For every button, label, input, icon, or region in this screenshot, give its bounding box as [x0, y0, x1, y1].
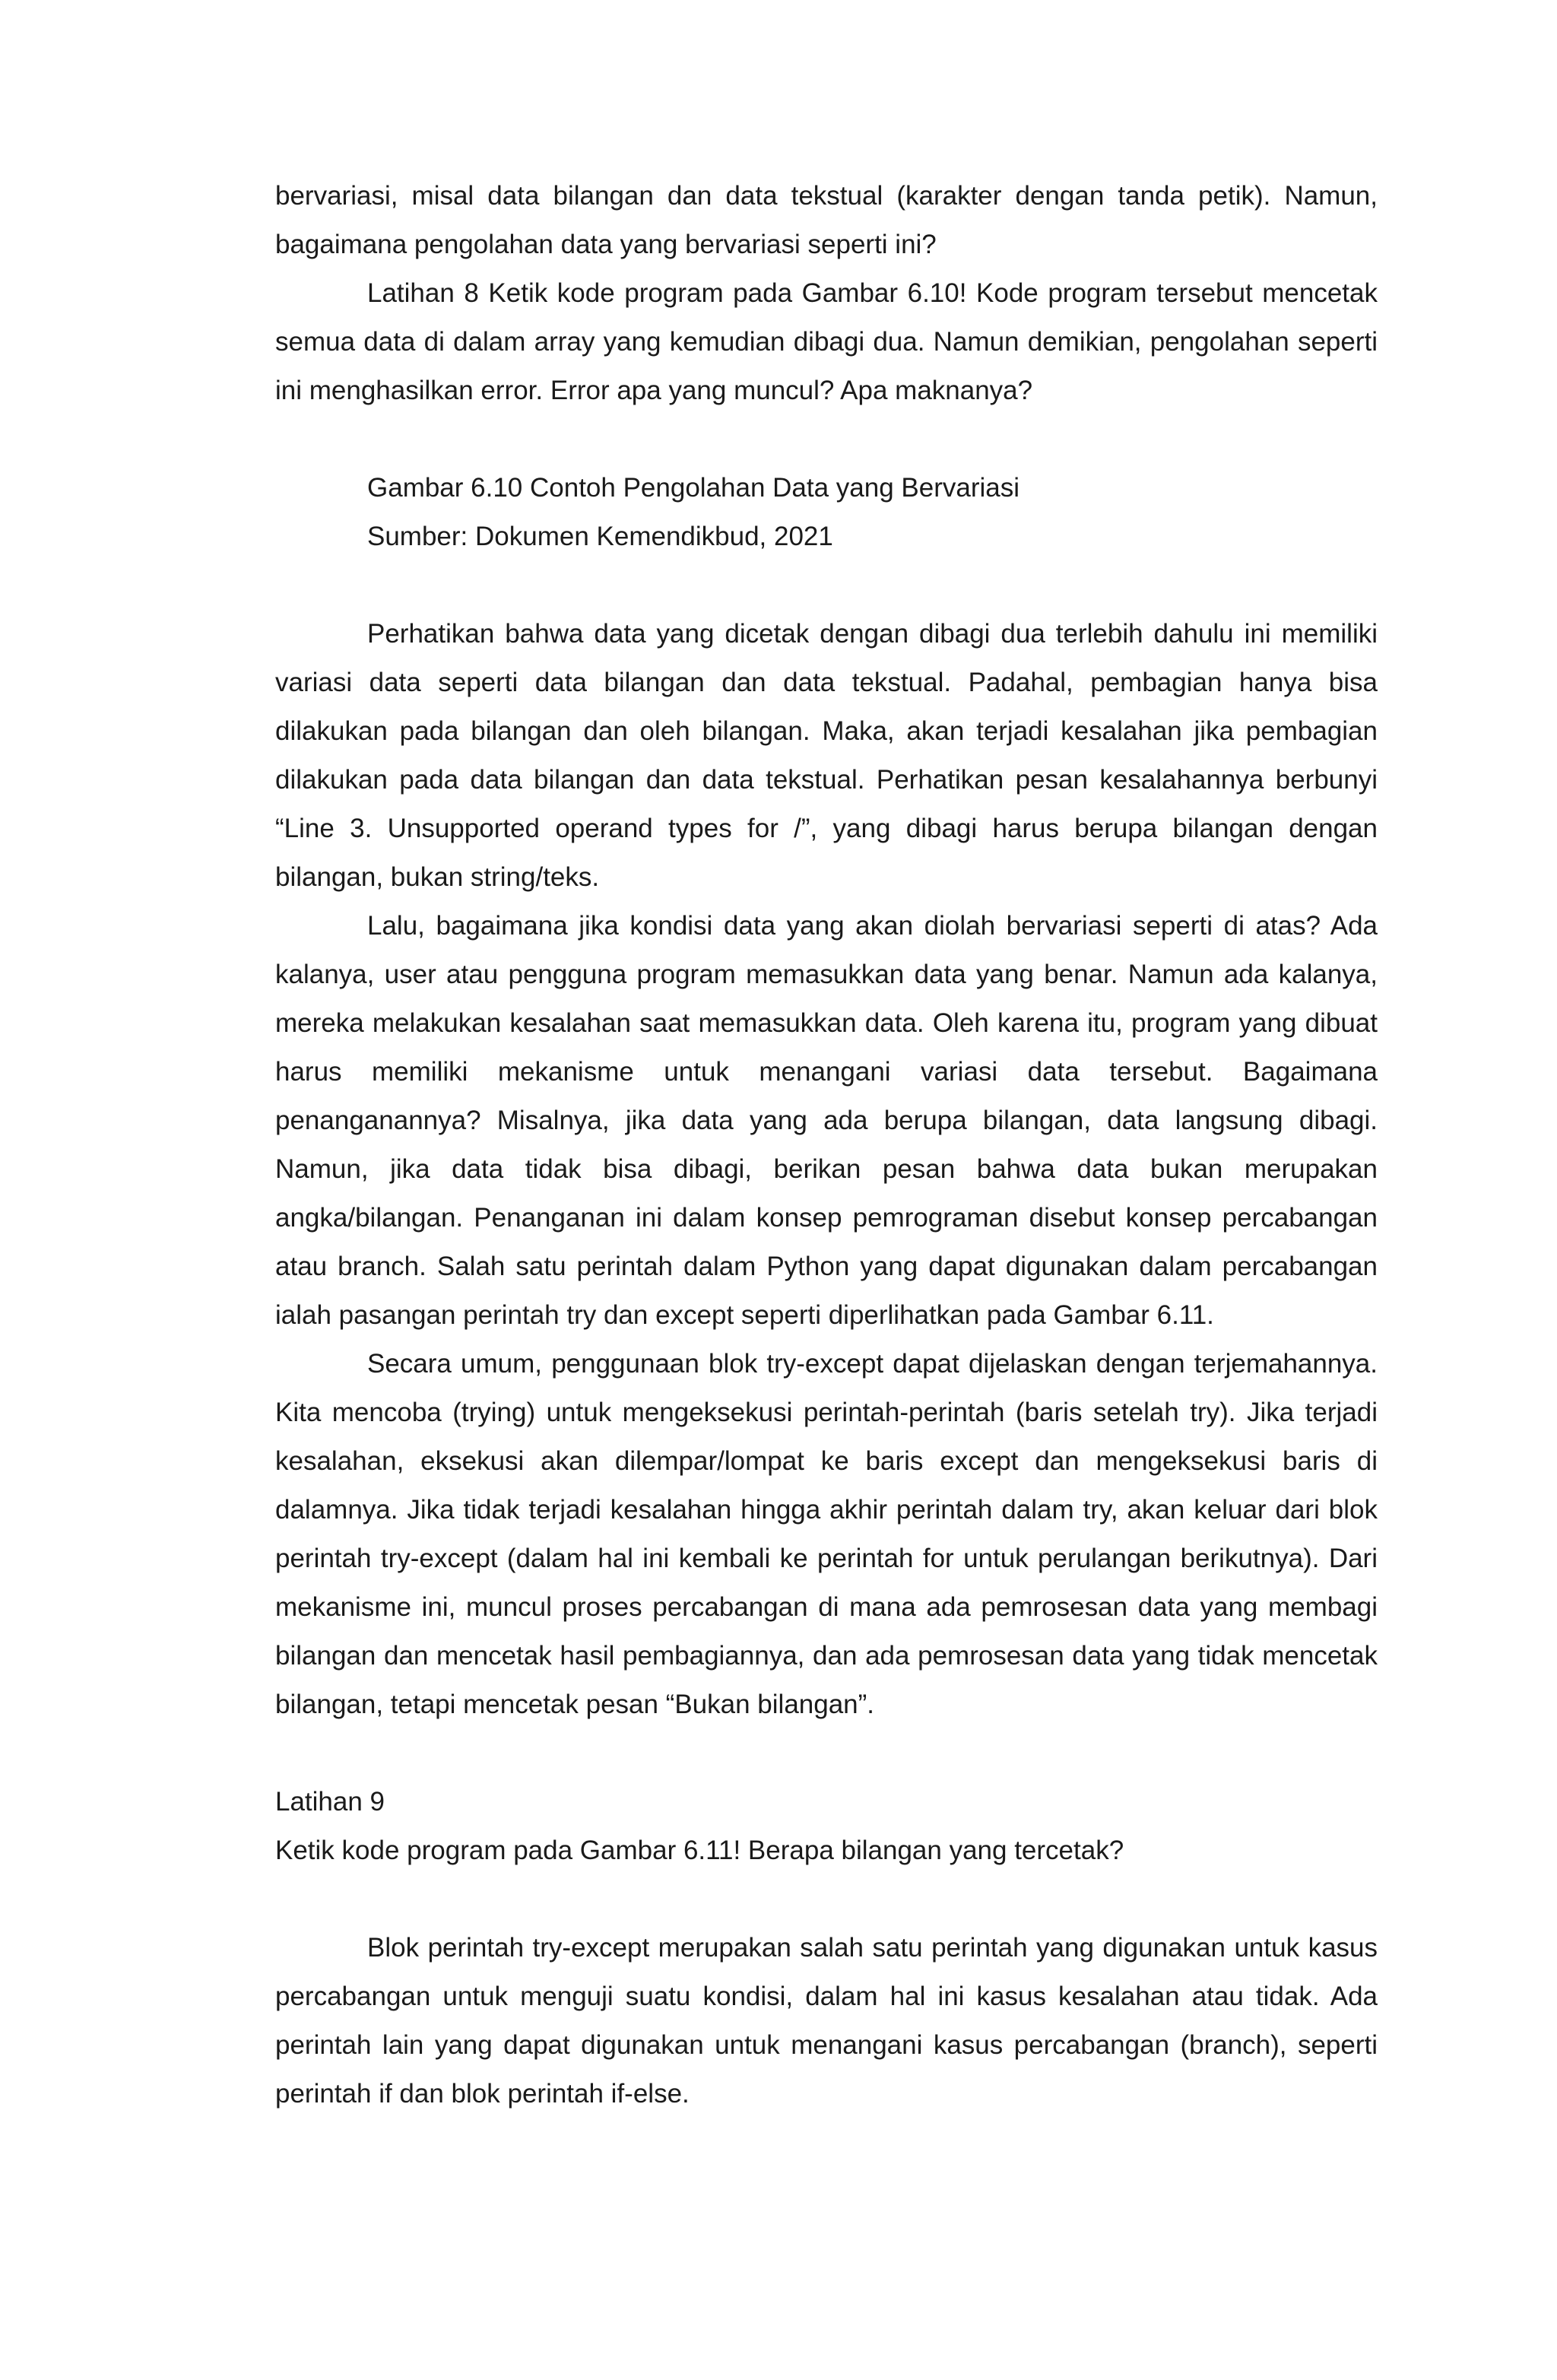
exercise-9-question: Ketik kode program pada Gambar 6.11! Berapa bilangan yang tercetak?	[275, 1836, 1124, 1865]
figure-caption-source: Sumber: Dokumen Kemendikbud, 2021	[367, 522, 833, 551]
figure-caption-title: Gambar 6.10 Contoh Pengolahan Data yang Bervariasi	[367, 473, 1020, 503]
paragraph-exercise-8: Latihan 8 Ketik kode program pada Gambar 6.10! Kode program tersebut mencetak semua data di dalam array yang kemudian dibagi dua. Namun demikian, pengolahan seperti ini menghasilkan error. Error apa yang muncul? Apa maknanya?	[275, 278, 1378, 405]
paragraph-branch-concept: Lalu, bagaimana jika kondisi data yang akan diolah bervariasi seperti di atas? Ada kalanya, user atau pengguna program memasukkan data yang benar. Namun ada kalanya, mereka melakukan kesalahan saat memasukkan data. Oleh karena itu, program yang dibuat harus memiliki mekanisme untuk menangani variasi data tersebut. Bagaimana penanganannya? Misalnya, jika data yang ada berupa bilangan, data langsung dibagi. Namun, jika data tidak bisa dibagi, berikan pesan bahwa data bukan merupakan angka/bilangan. Penanganan ini dalam konsep pemrograman disebut konsep percabangan atau branch. Salah satu perintah dalam Python yang dapat digunakan dalam percabangan ialah pasangan perintah try dan except seperti diperlihatkan pada Gambar 6.11.	[275, 911, 1378, 1330]
spacer	[275, 415, 1378, 464]
paragraph-try-except: Secara umum, penggunaan blok try-except dapat dijelaskan dengan terjemahannya. Kita mencoba (trying) untuk mengeksekusi perintah-perintah (baris setelah try). Jika terjadi kesalahan, eksekusi akan dilempar/lompat ke baris except dan mengeksekusi baris di dalamnya. Jika tidak terjadi kesalahan hingga akhir perintah dalam try, akan keluar dari blok perintah try-except (dalam hal ini kembali ke perintah for untuk perulangan berikutnya). Dari mekanisme ini, muncul proses percabangan di mana ada pemrosesan data yang membagi bilangan dan mencetak hasil pembagiannya, dan ada pemrosesan data yang tidak mencetak bilangan, tetapi mencetak pesan “Bukan bilangan”.	[275, 1349, 1378, 1719]
paragraph-if-else: Blok perintah try-except merupakan salah satu perintah yang digunakan untuk kasus percabangan untuk menguji suatu kondisi, dalam hal ini kasus kesalahan atau tidak. Ada perintah lain yang dapat digunakan untuk menangani kasus percabangan (branch), seperti perintah if dan blok perintah if-else.	[275, 1933, 1378, 2109]
spacer	[275, 1875, 1378, 1924]
spacer	[275, 1729, 1378, 1778]
paragraph-continuation: bervariasi, misal data bilangan dan data tekstual (karakter dengan tanda petik). Namun, bagaimana pengolahan data yang bervariasi seperti ini?	[275, 181, 1378, 259]
document-page	[275, 172, 1378, 2118]
paragraph-division-explanation: Perhatikan bahwa data yang dicetak dengan dibagi dua terlebih dahulu ini memiliki variasi data seperti data bilangan dan data tekstual. Padahal, pembagian hanya bisa dilakukan pada bilangan dan oleh bilangan. Maka, akan terjadi kesalahan jika pembagian dilakukan pada data bilangan dan data tekstual. Perhatikan pesan kesalahannya berbunyi “Line 3. Unsupported operand types for /”, yang dibagi harus berupa bilangan dengan bilangan, bukan string/teks.	[275, 619, 1378, 892]
spacer	[275, 561, 1378, 610]
exercise-9-heading: Latihan 9	[275, 1787, 385, 1817]
